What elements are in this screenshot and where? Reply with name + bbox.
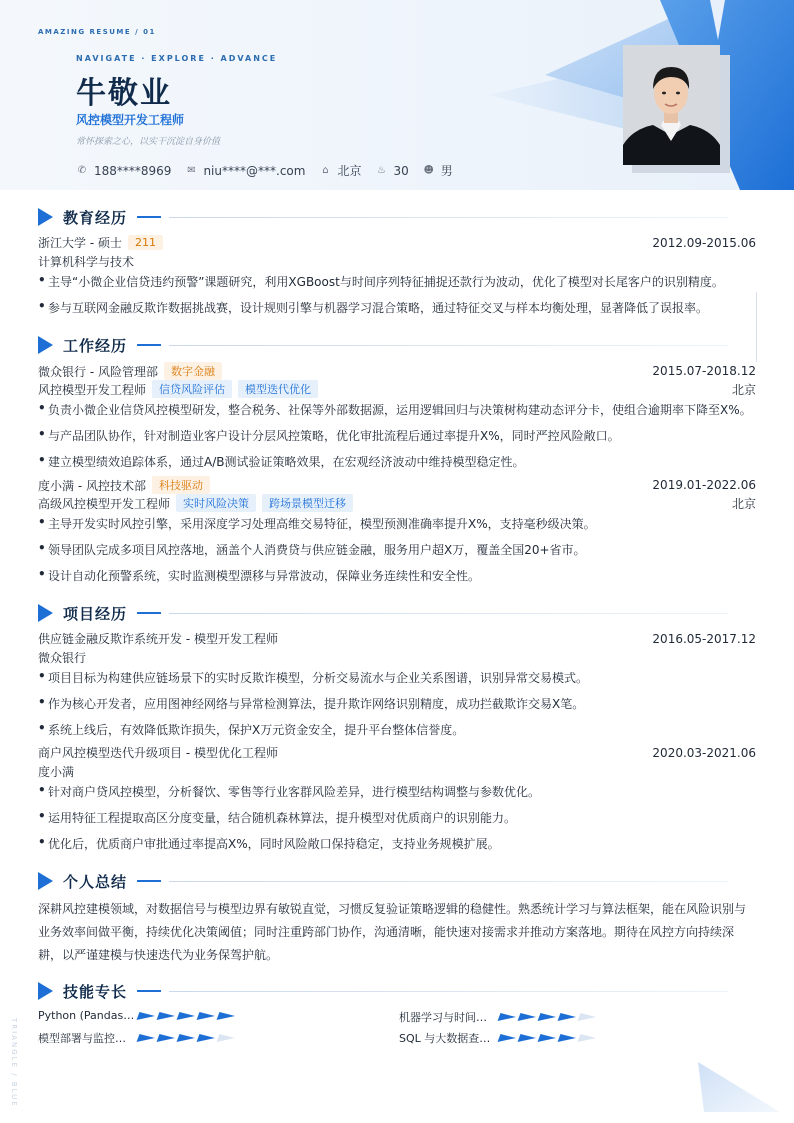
triangle-icon: [38, 872, 53, 890]
rating-triangle-icon: [538, 1034, 558, 1042]
school-name: 浙江大学 - 硕士: [38, 236, 122, 250]
rating-triangle-icon: [197, 1012, 217, 1020]
role-tag: 跨场景模型迁移: [262, 494, 353, 512]
list-item: • 系统上线后，有效降低欺诈损失，保护X万元资金安全，提升平台整体信誉度。: [38, 721, 465, 737]
rating-triangle-icon: [217, 1034, 237, 1042]
list-item: • 运用特征工程提取高区分度变量，结合随机森林算法，提升模型对优质商户的识别能力。: [38, 809, 517, 825]
skill-name: 模型部署与监控…: [38, 1032, 126, 1045]
phone-icon: ✆: [77, 165, 87, 176]
project-org: 度小满: [38, 765, 75, 779]
skill-rating: [499, 1013, 596, 1021]
list-item: • 主导“小微企业信贷违约预警”课题研究，利用XGBoost与时间序列特征捕捉还款行为波动，优化了模型对长尾客户的识别精度。: [38, 273, 724, 289]
gender-text: 男: [440, 164, 453, 178]
section-skills-header: [38, 981, 758, 1001]
project-org: 微众银行: [38, 651, 87, 665]
role-tag: 实时风险决策: [176, 494, 256, 512]
work-role-row: [38, 380, 756, 398]
title-dash: [137, 344, 161, 346]
rating-triangle-icon: [578, 1034, 598, 1042]
work-period: 2019.01-2022.06: [652, 478, 756, 492]
rating-triangle-icon: [518, 1034, 538, 1042]
skill-name: 机器学习与时间…: [399, 1011, 487, 1024]
rating-triangle-icon: [157, 1012, 177, 1020]
list-item: • 与产品团队协作，针对制造业客户设计分层风控策略，优化审批流程后通过率提升X%，同时严控风险敞口。: [38, 427, 620, 443]
project-row: [38, 630, 756, 647]
work-city: 北京: [731, 496, 756, 511]
project-period: 2016.05-2017.12: [652, 631, 756, 646]
section-summary-header: [38, 871, 758, 891]
footer-triangle: [690, 1060, 794, 1123]
rating-triangle-icon: [177, 1034, 197, 1042]
candidate-name: 牛敬业: [76, 76, 172, 111]
profile-photo: [623, 45, 720, 165]
project-period: 2020.03-2021.06: [652, 745, 756, 760]
title-dash: [137, 612, 161, 614]
rating-triangle-icon: [137, 1012, 157, 1020]
project-name: 供应链金融反欺诈系统开发 - 模型开发工程师: [38, 632, 278, 646]
rating-triangle-icon: [157, 1034, 177, 1042]
slogan: 常怀探索之心，以实干沉淀自身价值: [76, 137, 221, 147]
cake-icon: ♨: [376, 165, 386, 176]
summary-text: 深耕风控建模领域，对数据信号与模型边界有敏锐直觉，习惯反复验证策略逻辑的稳健性。熟悉统计学习与算法框架，能在风险识别与业务效率间做平衡，持续优化决策阈值；同时注重跨部门协作，沟通清晰，能快速对接需求并推动方案落地。期待在风控方向持续深耕，以严谨建模与快速迭代为业务保驾护航。: [38, 902, 747, 962]
work-company-row: [38, 362, 756, 380]
company-tag: 科技驱动: [152, 476, 210, 494]
contact-city: [319, 162, 361, 179]
skill-rating: [138, 1034, 235, 1042]
role-tag: 信贷风险评估: [152, 380, 232, 398]
major-row: [38, 253, 756, 270]
city-text: 北京: [337, 164, 362, 178]
education-row: [38, 234, 756, 251]
project-org-row: [38, 649, 756, 666]
section-title: 项目经历: [63, 604, 128, 623]
rating-triangle-icon: [217, 1012, 237, 1020]
age-text: 30: [393, 163, 409, 178]
list-item: • 建立模型绩效追踪体系，通过A/B测试验证策略效果，在宏观经济波动中维持模型稳定性。: [38, 453, 525, 469]
skill-name: Python (Pandas…: [38, 1009, 135, 1022]
section-title: 教育经历: [63, 208, 128, 227]
project-org-row: [38, 763, 756, 780]
work-city: 北京: [731, 382, 756, 397]
work-role-row: [38, 494, 756, 512]
list-item: • 负责小微企业信贷风控模型研发，整合税务、社保等外部数据源，运用逻辑回归与决策树构建动态评分卡，使组合逾期率下降至X%。: [38, 401, 752, 417]
section-title: 个人总结: [63, 872, 128, 891]
company-name: 度小满 - 风控技术部: [38, 478, 146, 493]
rating-triangle-icon: [538, 1013, 558, 1021]
list-item: • 项目目标为构建供应链场景下的实时反欺诈模型，分析交易流水与企业关系图谱，识别异常交易模式。: [38, 669, 589, 685]
face-icon: ☻: [423, 165, 434, 176]
triangle-icon: [38, 982, 53, 1000]
job-title: 风控模型开发工程师: [76, 113, 185, 127]
side-text: TRIANGLE / BLUE: [10, 1018, 18, 1108]
skill-item: [399, 1030, 596, 1046]
skill-rating: [138, 1012, 235, 1020]
list-item: • 领导团队完成多项目风控落地，涵盖个人消费贷与供应链金融，服务用户超X万，覆盖全国20+省市。: [38, 541, 586, 557]
skill-item: [38, 1009, 235, 1022]
title-dash: [137, 880, 161, 882]
rating-triangle-icon: [578, 1013, 598, 1021]
divider: [169, 217, 728, 218]
email-text: niu****@***.com: [203, 163, 306, 178]
motto: NAVIGATE · EXPLORE · ADVANCE: [76, 54, 278, 63]
section-title: 工作经历: [63, 336, 128, 355]
contact-list: [76, 162, 453, 179]
top-tag: AMAZING RESUME / 01: [38, 28, 156, 36]
section-title: 技能专长: [63, 982, 128, 1001]
list-item: • 参与互联网金融反欺诈数据挑战赛，设计规则引擎与机器学习混合策略，通过特征交叉与样本均衡处理，显著降低了误报率。: [38, 299, 709, 315]
rating-triangle-icon: [558, 1034, 578, 1042]
contact-gender: [423, 162, 453, 179]
list-item: • 主导开发实时风控引擎，采用深度学习处理高维交易特征，模型预测准确率提升X%，支持毫秒级决策。: [38, 515, 596, 531]
rating-triangle-icon: [498, 1034, 518, 1042]
role-name: 高级风控模型开发工程师: [38, 496, 171, 511]
project-name: 商户风控模型迭代升级项目 - 模型优化工程师: [38, 746, 278, 760]
work-period: 2015.07-2018.12: [652, 364, 756, 378]
school-badge: 211: [128, 235, 163, 250]
divider: [169, 345, 728, 346]
divider: [169, 613, 728, 614]
phone-text: 188****8969: [94, 163, 172, 178]
rating-triangle-icon: [197, 1034, 217, 1042]
contact-age: [375, 164, 408, 178]
work-company-row: [38, 476, 756, 494]
skill-item: [399, 1009, 596, 1025]
divider: [169, 881, 728, 882]
section-education-header: [38, 207, 758, 227]
list-item: • 针对商户贷风控模型，分析餐饮、零售等行业客群风险差异，进行模型结构调整与参数优化。: [38, 783, 541, 799]
role-name: 风控模型开发工程师: [38, 382, 147, 397]
list-item: • 优化后，优质商户审批通过率提高X%，同时风险敞口保持稳定，支持业务规模扩展。: [38, 835, 500, 851]
skill-rating: [499, 1034, 596, 1042]
rating-triangle-icon: [177, 1012, 197, 1020]
education-period: 2012.09-2015.06: [652, 235, 756, 250]
project-row: [38, 744, 756, 761]
company-name: 微众银行 - 风险管理部: [38, 364, 158, 379]
title-dash: [137, 990, 161, 992]
list-item: • 作为核心开发者，应用图神经网络与异常检测算法，提升欺诈网络识别精度，成功拦截欺诈交易X笔。: [38, 695, 585, 711]
title-dash: [137, 216, 161, 218]
rating-triangle-icon: [137, 1034, 157, 1042]
mail-icon: ✉: [187, 165, 196, 176]
skill-name: SQL 与大数据查…: [399, 1032, 491, 1045]
role-tag: 模型迭代优化: [238, 380, 318, 398]
major: 计算机科学与技术: [38, 255, 135, 269]
rating-triangle-icon: [498, 1013, 518, 1021]
divider: [169, 991, 728, 992]
triangle-icon: [38, 336, 53, 354]
section-work-header: [38, 335, 758, 355]
home-icon: ⌂: [322, 165, 329, 176]
rating-triangle-icon: [558, 1013, 578, 1021]
company-tag: 数字金融: [164, 362, 222, 380]
skill-item: [38, 1030, 235, 1046]
triangle-icon: [38, 604, 53, 622]
triangle-icon: [38, 208, 53, 226]
contact-email: [185, 164, 305, 178]
rating-triangle-icon: [518, 1013, 538, 1021]
section-projects-header: [38, 603, 758, 623]
list-item: • 设计自动化预警系统，实时监测模型漂移与异常波动，保障业务连续性和安全性。: [38, 567, 481, 583]
contact-phone: [76, 164, 171, 178]
